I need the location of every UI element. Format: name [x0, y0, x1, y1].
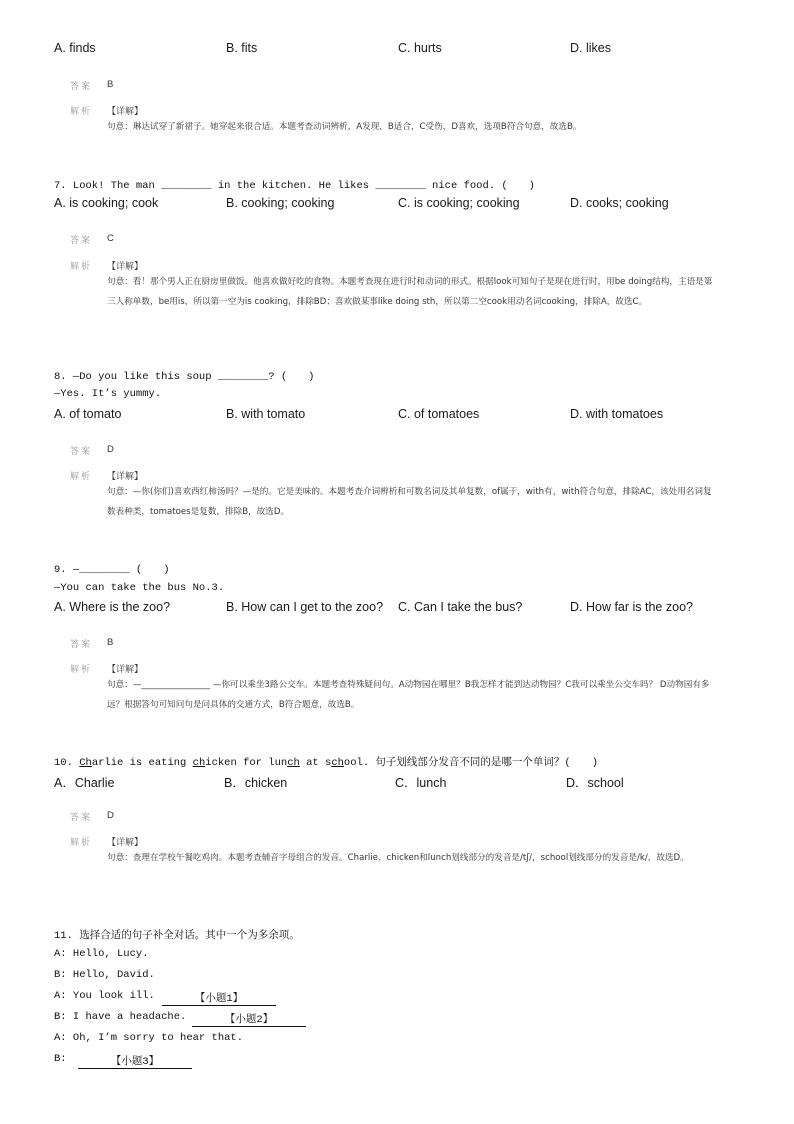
analysis-label: 解析 — [70, 262, 93, 272]
underlined-ch: ch — [331, 757, 344, 769]
explanation: 句意：看！那个男人正在厨房里做饭。他喜欢做好吃的食物。本题考查现在进行时和动词的形式。根据look可知句子是现在进行时，用be doing结构，主语是第三人称单数，be用is，所以第一空为is cooking，排除BD；喜欢做某事like doing sth，所以第二空cook用动名词cooking，排除A，故选C。 — [107, 277, 713, 307]
option-a: A．Charlie — [54, 776, 115, 790]
detail-tag: 【详解】 — [107, 665, 144, 675]
explanation: 句意：查理在学校午餐吃鸡肉。本题考查辅音字母组合的发音。Charlie、chicken和lunch划线部分的发音是/tʃ/，school划线部分的发音是/k/，故选D。 — [107, 853, 689, 863]
explanation: 句意：琳达试穿了新裙子。她穿起来很合适。本题考查动词辨析，A发现，B适合，C受伤，D喜欢，选项B符合句意，故选B。 — [107, 122, 582, 132]
option-d: D．school — [566, 776, 624, 790]
answer-value: D — [107, 444, 114, 455]
underlined-ch: Ch — [79, 757, 92, 769]
option-c: C. is cooking; cooking — [398, 196, 520, 210]
option-a: A. is cooking; cook — [54, 196, 159, 210]
dialogue-line: B: — [54, 1053, 67, 1065]
blank-subquestion-3[interactable]: 【小题3】 — [78, 1053, 192, 1069]
option-b: B．chicken — [224, 776, 288, 790]
question-line-2: —You can take the bus No.3. — [54, 582, 225, 594]
explanation: 句意：—你(你们)喜欢西红柿汤吗？—是的。它是美味的。本题考查介词辨析和可数名词及其单复数，of属于，with有，with符合句意，排除AC，该处用名词复数表种类，tomatoes是复数，排除B，故选D。 — [107, 487, 712, 517]
question-line-2: —Yes. It’s yummy. — [54, 388, 162, 400]
answer-value: D — [107, 810, 114, 821]
dialogue-line: B: Hello, David. — [54, 969, 155, 981]
answer-label: 答案 — [70, 447, 93, 457]
underlined-ch: ch — [287, 757, 300, 769]
option-a: A. Where is the zoo? — [54, 600, 171, 614]
question-title: 11. 选择合适的句子补全对话。其中一个为多余项。 — [54, 930, 300, 942]
question-fragment: icken for lun — [205, 757, 288, 769]
option-d: D. with tomatoes — [570, 407, 664, 421]
option-d: D. cooks; cooking — [570, 196, 669, 210]
answer-value: C — [107, 233, 114, 244]
option-d: D. likes — [570, 41, 611, 55]
question-number: 10. — [54, 757, 80, 769]
analysis-label: 解析 — [70, 838, 93, 848]
detail-tag: 【详解】 — [107, 262, 144, 272]
blank-subquestion-1[interactable]: 【小题1】 — [162, 990, 276, 1006]
question-fragment: at s — [299, 757, 332, 769]
question-line-1: 8. —Do you like this soup ________? ( ) — [54, 371, 315, 383]
detail-tag: 【详解】 — [107, 472, 144, 482]
answer-label: 答案 — [70, 640, 93, 650]
question-fragment: ool. 句子划线部分发音不同的是哪一个单词？( ) — [343, 757, 599, 769]
option-c: C. Can I take the bus? — [398, 600, 523, 614]
analysis-label: 解析 — [70, 665, 93, 675]
underlined-ch: ch — [192, 757, 206, 769]
option-b: B. fits — [226, 41, 258, 55]
answer-label: 答案 — [70, 813, 93, 823]
dialogue-line: B: I have a headache. — [54, 1011, 187, 1023]
answer-label: 答案 — [70, 236, 93, 246]
analysis-label: 解析 — [70, 107, 93, 117]
question-fragment: arlie is eating — [91, 757, 193, 769]
question-line-1: 9. —________ ( ) — [54, 564, 170, 576]
dialogue-line: A: Oh, I’m sorry to hear that. — [54, 1032, 244, 1044]
answer-value: B — [107, 79, 114, 90]
question-text: 7. Look! The man ________ in the kitchen. He likes ________ nice food. ( ) — [54, 180, 535, 192]
question-text — [54, 754, 598, 769]
answer-value: B — [107, 637, 114, 648]
answer-label: 答案 — [70, 82, 93, 92]
blank-subquestion-2[interactable]: 【小题2】 — [192, 1011, 306, 1027]
option-b: B. cooking; cooking — [226, 196, 335, 210]
option-c: C. hurts — [398, 41, 442, 55]
option-b: B. with tomato — [226, 407, 306, 421]
option-a: A. finds — [54, 41, 96, 55]
explanation: 句意：—________________ —你可以乘坐3路公交车。本题考查特殊疑问句。A动物园在哪里？B我怎样才能到达动物园？C我可以乘坐公交车吗？ D动物园有多远？根据答句可知问句是问具体的交通方式，B符合题意，故选B。 — [107, 680, 710, 710]
detail-tag: 【详解】 — [107, 838, 144, 848]
dialogue-line: A: You look ill. — [54, 990, 155, 1002]
option-c: C. of tomatoes — [398, 407, 480, 421]
option-b: B. How can I get to the zoo? — [226, 600, 384, 614]
option-d: D. How far is the zoo? — [570, 600, 693, 614]
option-c: C．lunch — [395, 776, 447, 790]
dialogue-line: A: Hello, Lucy. — [54, 948, 149, 960]
detail-tag: 【详解】 — [107, 107, 144, 117]
option-a: A. of tomato — [54, 407, 122, 421]
analysis-label: 解析 — [70, 472, 93, 482]
